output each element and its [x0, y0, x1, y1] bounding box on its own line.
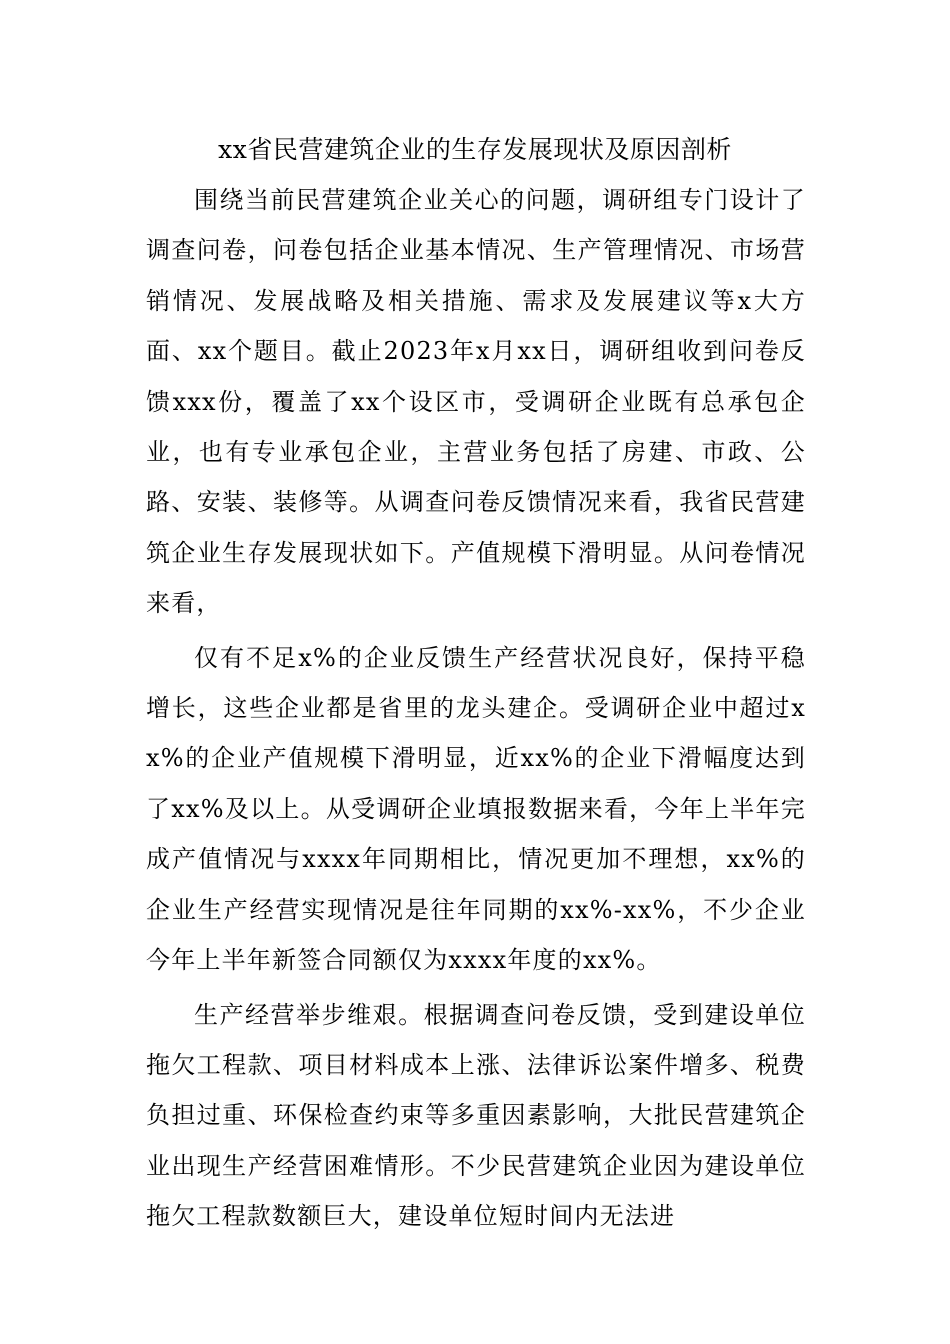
paragraph-2: 仅有不足x%的企业反馈生产经营状况良好，保持平稳增长，这些企业都是省里的龙头建企。受调研企业中超过xx%的企业产值规模下滑明显，近xx%的企业下滑幅度达到了xx%及以上。从受调研企业填报数据来看，今年上半年完成产值情况与xxxx年同期相比，情况更加不理想，xx%的企业生产经营实现情况是往年同期的xx%-xx%，不少企业今年上半年新签合同额仅为xxxx年度的xx%。 — [146, 643, 806, 975]
paragraph-1: 围绕当前民营建筑企业关心的问题，调研组专门设计了调查问卷，问卷包括企业基本情况、生产管理情况、市场营销情况、发展战略及相关措施、需求及发展建议等x大方面、xx个题目。截止2023年x月xx日，调研组收到问卷反馈xxx份，覆盖了xx个设区市，受调研企业既有总承包企业，也有专业承包企业，主营业务包括了房建、市政、公路、安装、装修等。从调查问卷反馈情况来看，我省民营建筑企业生存发展现状如下。产值规模下滑明显。从问卷情况来看， — [146, 186, 806, 618]
document-body — [146, 175, 806, 1242]
document-title: xx省民营建筑企业的生存发展现状及原因剖析 — [218, 135, 732, 164]
paragraph-3: 生产经营举步维艰。根据调查问卷反馈，受到建设单位拖欠工程款、项目材料成本上涨、法律诉讼案件增多、税费负担过重、环保检查约束等多重因素影响，大批民营建筑企业出现生产经营困难情形。不少民营建筑企业因为建设单位拖欠工程款数额巨大，建设单位短时间内无法进 — [146, 1000, 806, 1231]
